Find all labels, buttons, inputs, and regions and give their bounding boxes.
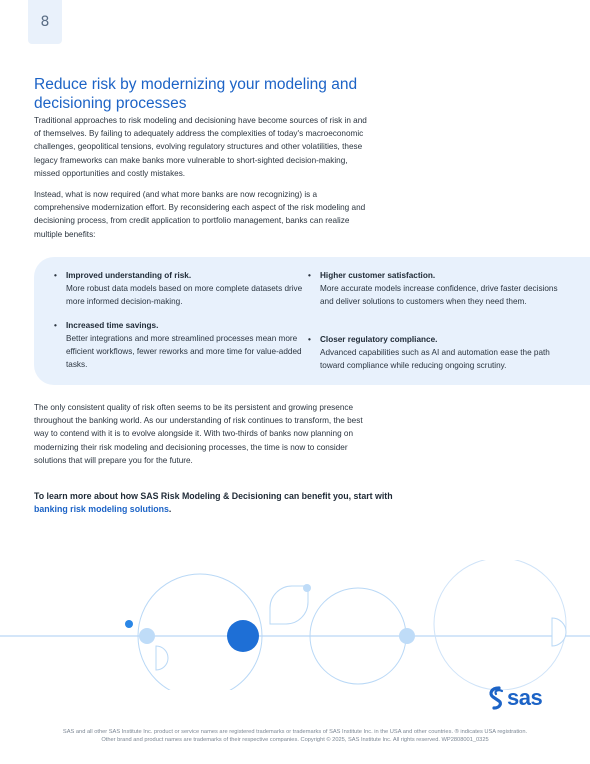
bullet: • (308, 271, 311, 280)
page-number: 8 (40, 14, 50, 30)
leaf-shape (270, 586, 308, 624)
footer-line: Other brand and product names are trademarks of their respective companies. Copyright © 2025, SAS Institute Inc. All rights reserved. WP2808001_0325 (101, 737, 489, 743)
section-heading: Reduce risk by modernizing your modeling and decisioning processes (34, 76, 358, 112)
dot (399, 628, 415, 644)
intro-paragraph: Traditional approaches to risk modeling and decisioning have become sources of risk in and of themselves. By failing to adequately address the complexities of today's macroeconomic challenges, geopolitical tensions, evolving regulatory structures and other volatilities, these legacy frameworks can make banks more vulnerable to short-sighted decision-making, missed opportunities and costly mistakes. (34, 116, 367, 178)
benefit-item (54, 319, 311, 371)
closing-paragraph: The only consistent quality of risk often seems to be its persistent and growing presence throughout the banking world. As our understanding of risk continues to transform, the best way to contend with it is to evolve alongside it. With two-thirds of banks now planning on modernizing their risk modeling and decisioning processes, the time is now to consider solutions that will prepare you for the future. (34, 403, 363, 465)
benefit-title: Improved understanding of risk. (66, 271, 192, 280)
dot (303, 584, 311, 592)
sas-logo (487, 683, 557, 713)
logo-text: sas (507, 685, 543, 710)
sas-swirl-icon (487, 686, 505, 710)
legal-footer (30, 728, 560, 744)
benefit-body: Better integrations and more streamlined processes mean more efficient workflows, fewer reworks and more time for value-added tasks. (66, 334, 302, 369)
benefit-title: Higher customer satisfaction. (320, 271, 436, 280)
dot (227, 620, 259, 652)
bullet: • (54, 321, 57, 330)
bullet: • (308, 335, 311, 344)
benefit-title: Closer regulatory compliance. (320, 335, 438, 344)
bullet: • (54, 271, 57, 280)
footer-line: SAS and all other SAS Institute Inc. product or service names are registered trademarks or trademarks of SAS Institute Inc. in the USA and other countries. ® indicates USA registration. (62, 729, 528, 735)
benefit-item (308, 333, 565, 372)
benefit-title: Increased time savings. (66, 321, 159, 330)
dot (125, 620, 133, 628)
half-circle-outline (156, 646, 168, 670)
call-to-action (34, 490, 394, 516)
solutions-link[interactable]: banking risk modeling solutions (34, 504, 169, 514)
benefit-body: Advanced capabilities such as AI and automation ease the path toward compliance while reducing ongoing scrutiny. (320, 348, 550, 370)
page-number-tab (28, 0, 62, 44)
benefit-body: More robust data models based on more complete datasets drive more informed decision-making. (66, 284, 303, 306)
dot (139, 628, 155, 644)
benefit-item (308, 269, 565, 308)
benefit-item (54, 269, 311, 308)
modernization-paragraph: Instead, what is now required (and what more banks are now recognizing) is a comprehensive modernization effort. By reconsidering each aspect of the risk modeling and decisioning process, from credit application to portfolio management, banks can realize multiple benefits: (34, 190, 366, 239)
cta-text: To learn more about how SAS Risk Modeling & Decisioning can benefit you, start with (34, 491, 393, 501)
benefit-body: More accurate models increase confidence, drive faster decisions and deliver solutions to customers when they need them. (320, 284, 558, 306)
decorative-graphic (0, 560, 590, 690)
outline-circle (434, 560, 566, 690)
cta-end: . (168, 504, 172, 514)
